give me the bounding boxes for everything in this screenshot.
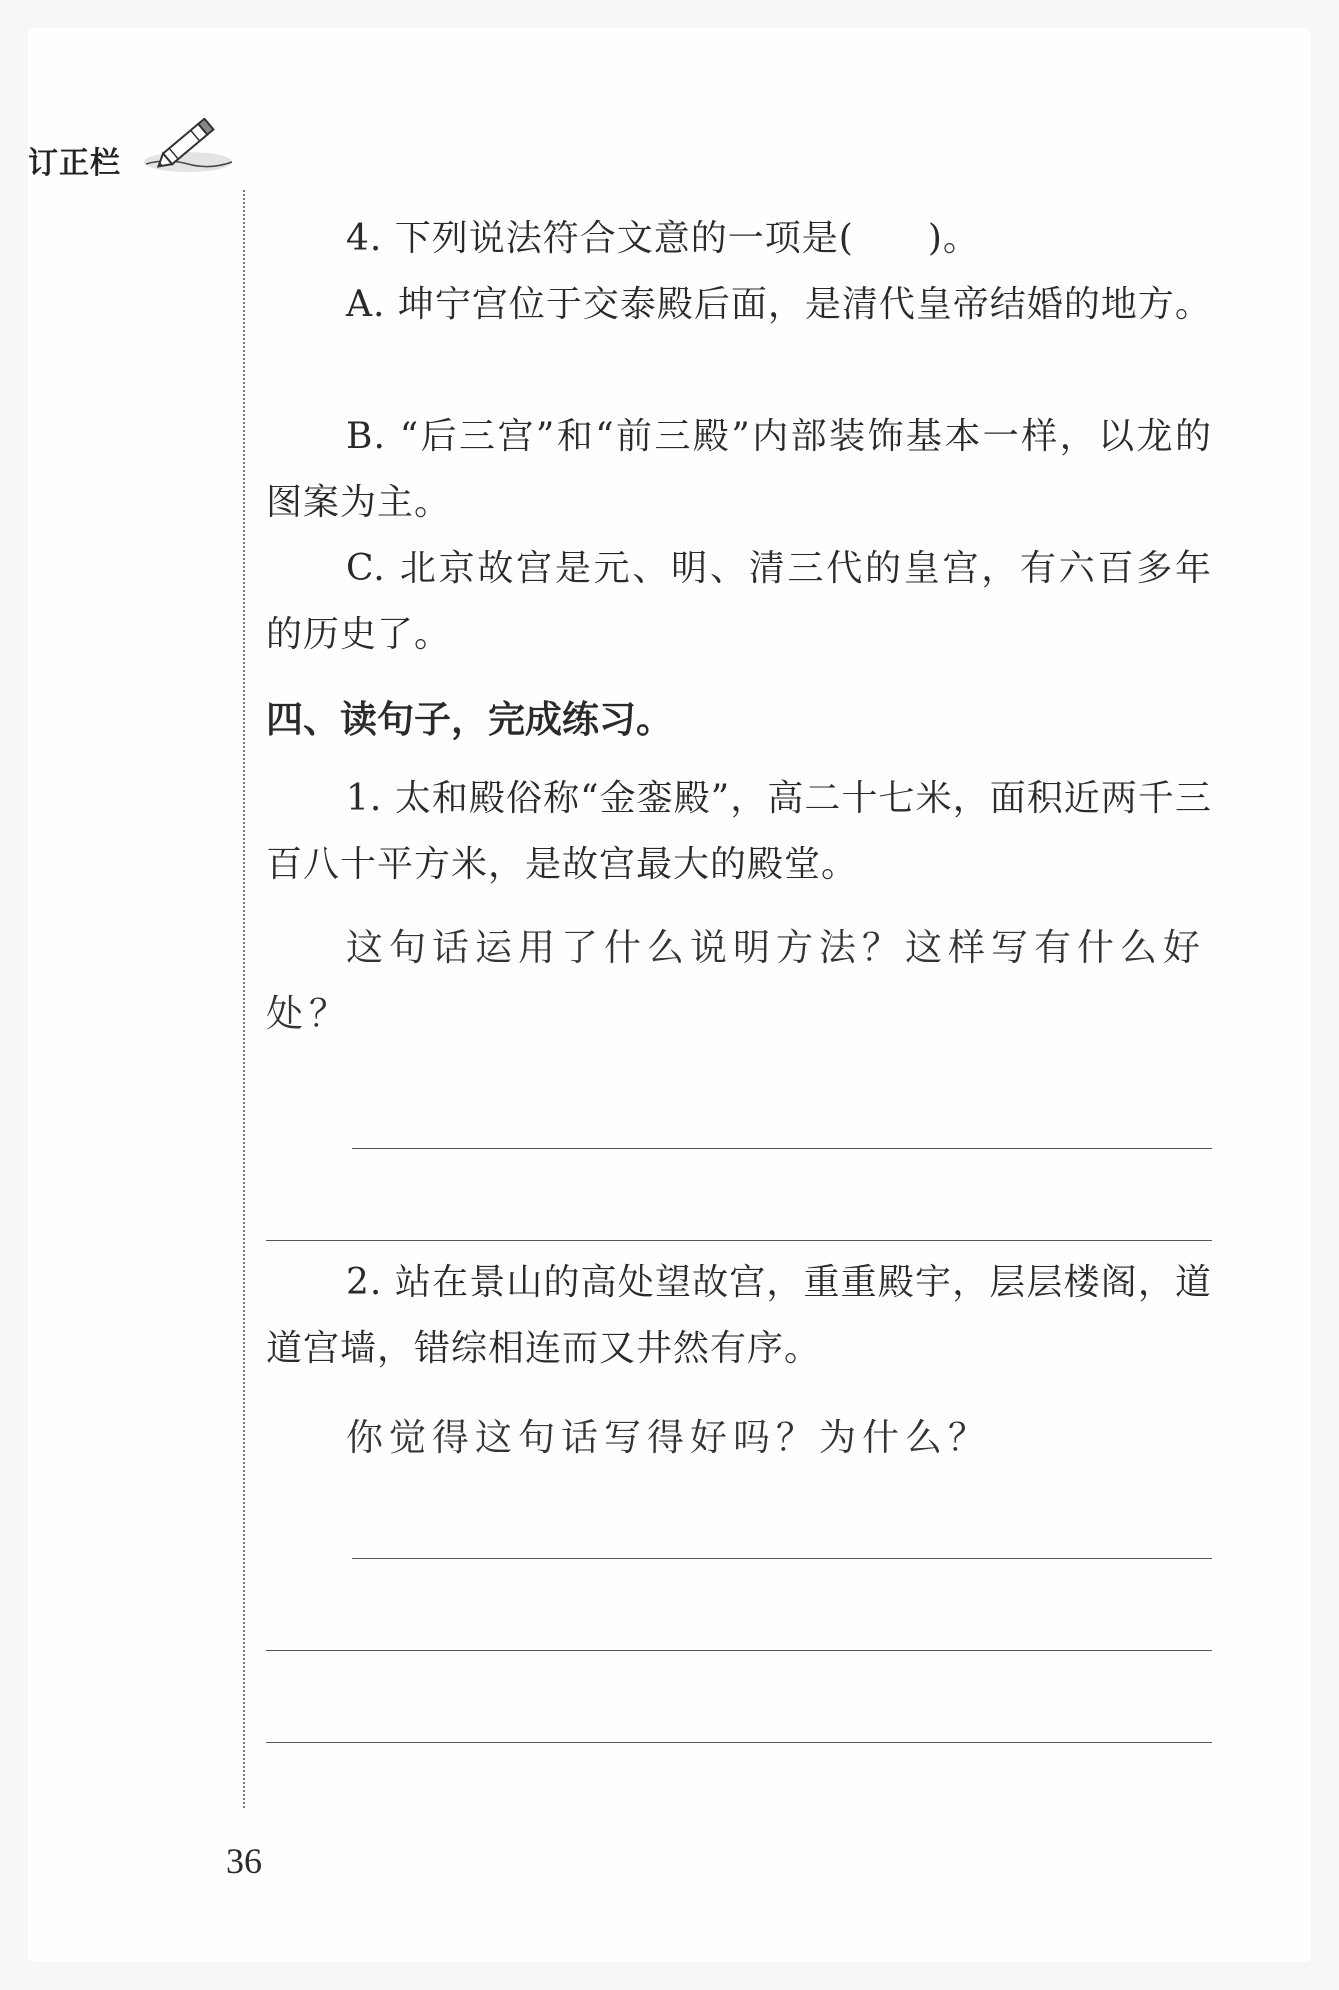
sentence-2: 2. 站在景山的高处望故宫，重重殿宇，层层楼阁，道道宫墙，错综相连而又井然有序。 xyxy=(266,1262,1212,1369)
answer-line[interactable] xyxy=(352,1148,1212,1149)
sentence-1-question: 这句话运用了什么说明方法？这样写有什么好处？ xyxy=(266,926,1206,1035)
answer-line[interactable] xyxy=(266,1650,1212,1651)
question-4-stem: 4. 下列说法符合文意的一项是( )。 xyxy=(346,218,980,259)
section-heading: 四、读句子，完成练习。 xyxy=(266,698,673,741)
option-c: C. 北京故宫是元、明、清三代的皇宫，有六百多年的历史了。 xyxy=(266,548,1212,655)
option-a: A. 坤宁宫位于交泰殿后面，是清代皇帝结婚的地方。 xyxy=(346,284,1212,325)
answer-line[interactable] xyxy=(266,1240,1212,1241)
answer-line[interactable] xyxy=(352,1558,1212,1559)
answer-line[interactable] xyxy=(266,1742,1212,1743)
correction-column-divider xyxy=(243,190,245,1808)
sentence-1: 1. 太和殿俗称“金銮殿”，高二十七米，面积近两千三百八十平方米，是故宫最大的殿堂。 xyxy=(266,778,1212,885)
correction-column-label: 订正栏 xyxy=(28,146,121,181)
pencil-icon xyxy=(142,118,234,178)
option-b: B. “后三宫”和“前三殿”内部装饰基本一样，以龙的图案为主。 xyxy=(266,416,1212,523)
sentence-2-question: 你觉得这句话写得好吗？为什么？ xyxy=(346,1416,991,1459)
page-number: 36 xyxy=(226,1841,262,1881)
